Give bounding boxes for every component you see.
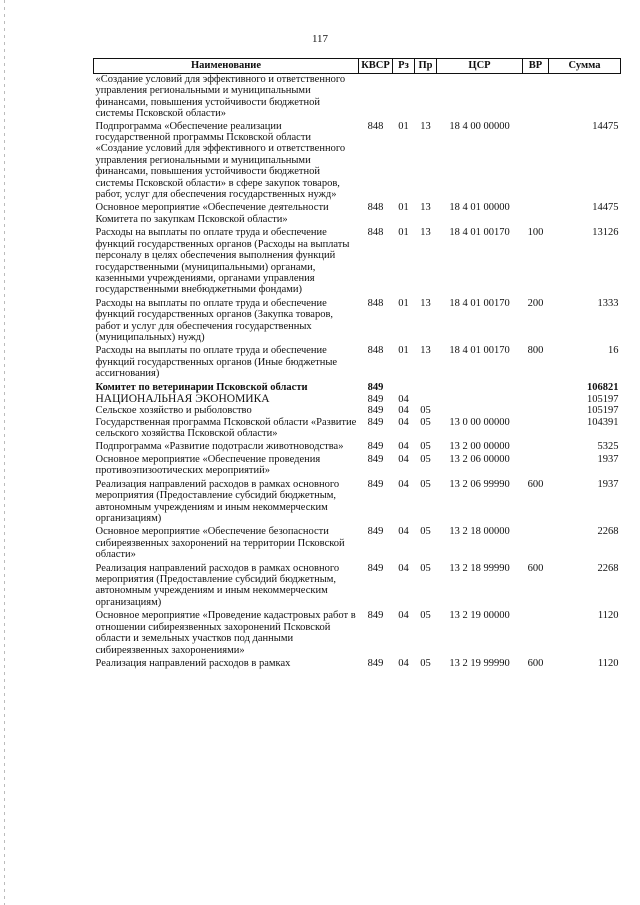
cell-rz: 04 <box>398 526 409 538</box>
cell-rz: 04 <box>398 393 409 405</box>
cell-sum: 105197 <box>587 393 619 405</box>
cell-kvsr: 849 <box>367 454 384 465</box>
cell-csr: 18 4 01 00170 <box>449 227 510 239</box>
cell-vr: 600 <box>527 562 544 574</box>
cell-pr <box>415 394 437 405</box>
table-row <box>94 405 621 416</box>
cell-pr: 05 <box>420 562 431 574</box>
table-row <box>94 562 621 610</box>
cell-sum: 1120 <box>597 610 619 622</box>
cell-rz: 04 <box>398 405 409 417</box>
scan-edge-mark <box>4 0 5 905</box>
cell-rz: 04 <box>398 416 409 428</box>
cell-csr: 13 2 18 99990 <box>449 562 510 574</box>
cell-csr: 13 2 19 99990 <box>449 657 510 669</box>
cell-sum: 106821 <box>587 381 619 393</box>
cell-sum: 2268 <box>597 526 619 538</box>
cell-pr: 05 <box>420 405 431 417</box>
cell-vr: 600 <box>527 657 544 669</box>
header-rz: Рз <box>393 59 415 74</box>
cell-csr: 13 2 06 00000 <box>449 454 510 465</box>
cell-kvsr: 849 <box>367 657 384 669</box>
cell-kvsr: 849 <box>367 478 384 490</box>
cell-name: НАЦИОНАЛЬНАЯ ЭКОНОМИКА <box>95 392 270 405</box>
cell-kvsr: 849 <box>367 416 384 428</box>
cell-rz: 01 <box>398 120 409 132</box>
cell-rz: 04 <box>398 440 409 452</box>
cell-name: Комитет по ветеринарии Псковской области <box>95 381 308 393</box>
cell-csr: 18 4 01 00170 <box>449 297 510 309</box>
cell-kvsr: 848 <box>367 202 384 214</box>
cell-pr: 13 <box>420 297 431 309</box>
cell-kvsr: 849 <box>367 381 384 393</box>
cell-pr <box>415 381 437 394</box>
header-name: Наименование <box>94 59 359 74</box>
header-sum: Сумма <box>549 59 621 74</box>
cell-kvsr: 848 <box>367 120 384 132</box>
cell-name: Расходы на выплаты по оплате труда и обеспечение функций государственных органов (Расходы на выплаты персоналу в целях обеспечения выполнения функций государственными (муниципальными) органами, казенными учреждениями, органами управления государственными внебюджетными фондами) <box>95 227 350 296</box>
cell-rz: 01 <box>398 227 409 239</box>
cell-name: Основное мероприятие «Обеспечение безопасности сибиреязвенных захоронений на территории Псковской области» <box>95 526 345 561</box>
cell-pr: 13 <box>420 227 431 239</box>
cell-name: «Создание условий для эффективного и ответственного управления региональными и муниципальными финансами, повышения устойчивости бюджетной системы Псковской области» <box>95 74 346 120</box>
cell-name: Подпрограмма «Развитие подотрасли животноводства» <box>95 440 344 452</box>
cell-sum: 104391 <box>587 416 619 428</box>
cell-pr: 05 <box>420 416 431 428</box>
cell-sum <box>549 74 621 120</box>
cell-csr <box>437 74 523 120</box>
header-pr: Пр <box>415 59 437 74</box>
cell-csr: 13 0 00 00000 <box>449 416 510 428</box>
cell-sum: 1937 <box>597 478 619 490</box>
cell-name: Расходы на выплаты по оплате труда и обеспечение функций государственных органов (Иные бюджетные ассигнования) <box>95 345 338 380</box>
cell-vr: 600 <box>527 478 544 490</box>
cell-csr: 13 2 19 00000 <box>449 610 510 622</box>
cell-csr: 18 4 00 00000 <box>449 120 510 132</box>
cell-vr <box>523 381 549 394</box>
cell-name: Основное мероприятие «Обеспечение проведения противоэпизоотических мероприятий» <box>95 454 321 477</box>
cell-vr <box>523 394 549 405</box>
cell-name: Реализация направлений расходов в рамках основного мероприятия (Предоставление субсидий бюджетным, автономным учреждениям и иным некоммерческим организациям) <box>95 478 340 525</box>
cell-kvsr: 849 <box>367 393 384 405</box>
header-kvsr: КВСР <box>359 59 393 74</box>
cell-name: Расходы на выплаты по оплате труда и обеспечение функций государственных органов (Закупка товаров, работ и услуг для обеспечения государственных (муниципальных) нужд) <box>95 297 334 343</box>
cell-pr: 05 <box>420 440 431 452</box>
cell-pr: 13 <box>420 202 431 214</box>
cell-csr <box>437 381 523 394</box>
page-number: 117 <box>311 33 329 45</box>
cell-pr <box>415 74 437 120</box>
cell-pr: 13 <box>420 345 431 357</box>
cell-kvsr: 848 <box>367 345 384 357</box>
cell-csr: 18 4 01 00170 <box>449 345 510 357</box>
table-row <box>94 440 621 453</box>
cell-rz: 04 <box>398 562 409 574</box>
cell-rz <box>393 381 415 394</box>
table-row <box>94 297 621 345</box>
table-row <box>94 226 621 296</box>
cell-kvsr <box>359 74 393 120</box>
cell-rz: 01 <box>398 202 409 214</box>
table-row <box>94 657 621 670</box>
cell-rz: 01 <box>398 297 409 309</box>
cell-name: Подпрограмма «Обеспечение реализации государственной программы Псковской области «Создание условий для эффективного и ответственного управления региональными и муниципальными финансами, повышения устойчивости бюджетной системы Псковской области» в сфере закупок товаров, работ, услуг для обеспечения государственных нужд» <box>95 120 346 201</box>
cell-sum: 1120 <box>597 657 619 669</box>
cell-rz: 04 <box>398 657 409 669</box>
cell-csr <box>437 405 523 416</box>
cell-name: Реализация направлений расходов в рамках <box>95 657 291 669</box>
cell-rz: 04 <box>398 478 409 490</box>
cell-pr: 05 <box>420 526 431 538</box>
cell-pr: 05 <box>420 454 431 465</box>
cell-vr <box>523 120 549 202</box>
cell-vr <box>523 74 549 120</box>
cell-sum: 5325 <box>597 440 619 452</box>
cell-kvsr: 849 <box>367 405 384 417</box>
cell-name: Основное мероприятие «Проведение кадастровых работ в отношении сибиреязвенных захоронений Псковской области и земельных участков под данными сибиреязвенных захоронениями» <box>95 610 356 656</box>
table-row <box>94 478 621 526</box>
table-row <box>94 74 621 120</box>
header-vr: ВР <box>523 59 549 74</box>
cell-pr: 13 <box>420 120 431 132</box>
cell-csr <box>437 394 523 405</box>
cell-name: Сельское хозяйство и рыболовство <box>95 405 252 417</box>
cell-kvsr: 849 <box>367 526 384 538</box>
cell-rz: 01 <box>398 345 409 357</box>
table-row <box>94 394 621 405</box>
cell-vr <box>523 440 549 453</box>
cell-csr: 13 2 00 00000 <box>449 440 510 452</box>
cell-name: Основное мероприятие «Обеспечение деятельности Комитета по закупкам Псковской области» <box>95 202 329 225</box>
cell-csr: 13 2 06 99990 <box>449 478 510 490</box>
cell-sum: 13126 <box>592 227 619 239</box>
cell-vr <box>523 201 549 226</box>
cell-vr <box>523 405 549 416</box>
cell-vr: 800 <box>527 345 544 357</box>
budget-table <box>93 58 621 670</box>
cell-vr: 100 <box>527 227 544 239</box>
cell-rz: 04 <box>398 454 409 465</box>
cell-sum: 2268 <box>597 562 619 574</box>
cell-sum: 14475 <box>592 202 619 214</box>
table-row <box>94 453 621 478</box>
cell-name: Государственная программа Псковской области «Развитие сельского хозяйства Псковской области» <box>95 416 357 440</box>
cell-kvsr: 849 <box>367 562 384 574</box>
cell-csr: 18 4 01 00000 <box>449 202 510 214</box>
cell-rz: 04 <box>398 610 409 622</box>
cell-sum: 1333 <box>597 297 619 309</box>
cell-csr: 13 2 18 00000 <box>449 526 510 538</box>
table-row <box>94 525 621 561</box>
cell-rz <box>393 74 415 120</box>
cell-sum: 14475 <box>592 120 619 132</box>
cell-pr: 05 <box>420 610 431 622</box>
table-row <box>94 417 621 440</box>
cell-kvsr: 849 <box>367 440 384 452</box>
cell-pr: 05 <box>420 657 431 669</box>
cell-kvsr: 848 <box>367 227 384 239</box>
cell-kvsr: 849 <box>367 610 384 622</box>
cell-sum: 16 <box>608 345 619 357</box>
cell-pr: 05 <box>420 478 431 490</box>
cell-vr: 200 <box>527 297 544 309</box>
cell-vr <box>523 525 549 561</box>
cell-name: Реализация направлений расходов в рамках основного мероприятия (Предоставление субсидий бюджетным, автономным учреждениям и иным некоммерческим организациям) <box>95 562 340 608</box>
table-row <box>94 344 621 380</box>
table-row <box>94 120 621 202</box>
header-csr: ЦСР <box>437 59 523 74</box>
cell-vr <box>523 609 549 657</box>
table-row <box>94 609 621 657</box>
cell-sum: 1937 <box>597 454 619 465</box>
cell-kvsr: 848 <box>367 297 384 309</box>
table-header-row <box>94 59 621 74</box>
cell-vr <box>523 453 549 478</box>
cell-vr <box>523 417 549 440</box>
table-row <box>94 201 621 226</box>
table-row <box>94 381 621 394</box>
cell-sum: 105197 <box>587 405 619 417</box>
